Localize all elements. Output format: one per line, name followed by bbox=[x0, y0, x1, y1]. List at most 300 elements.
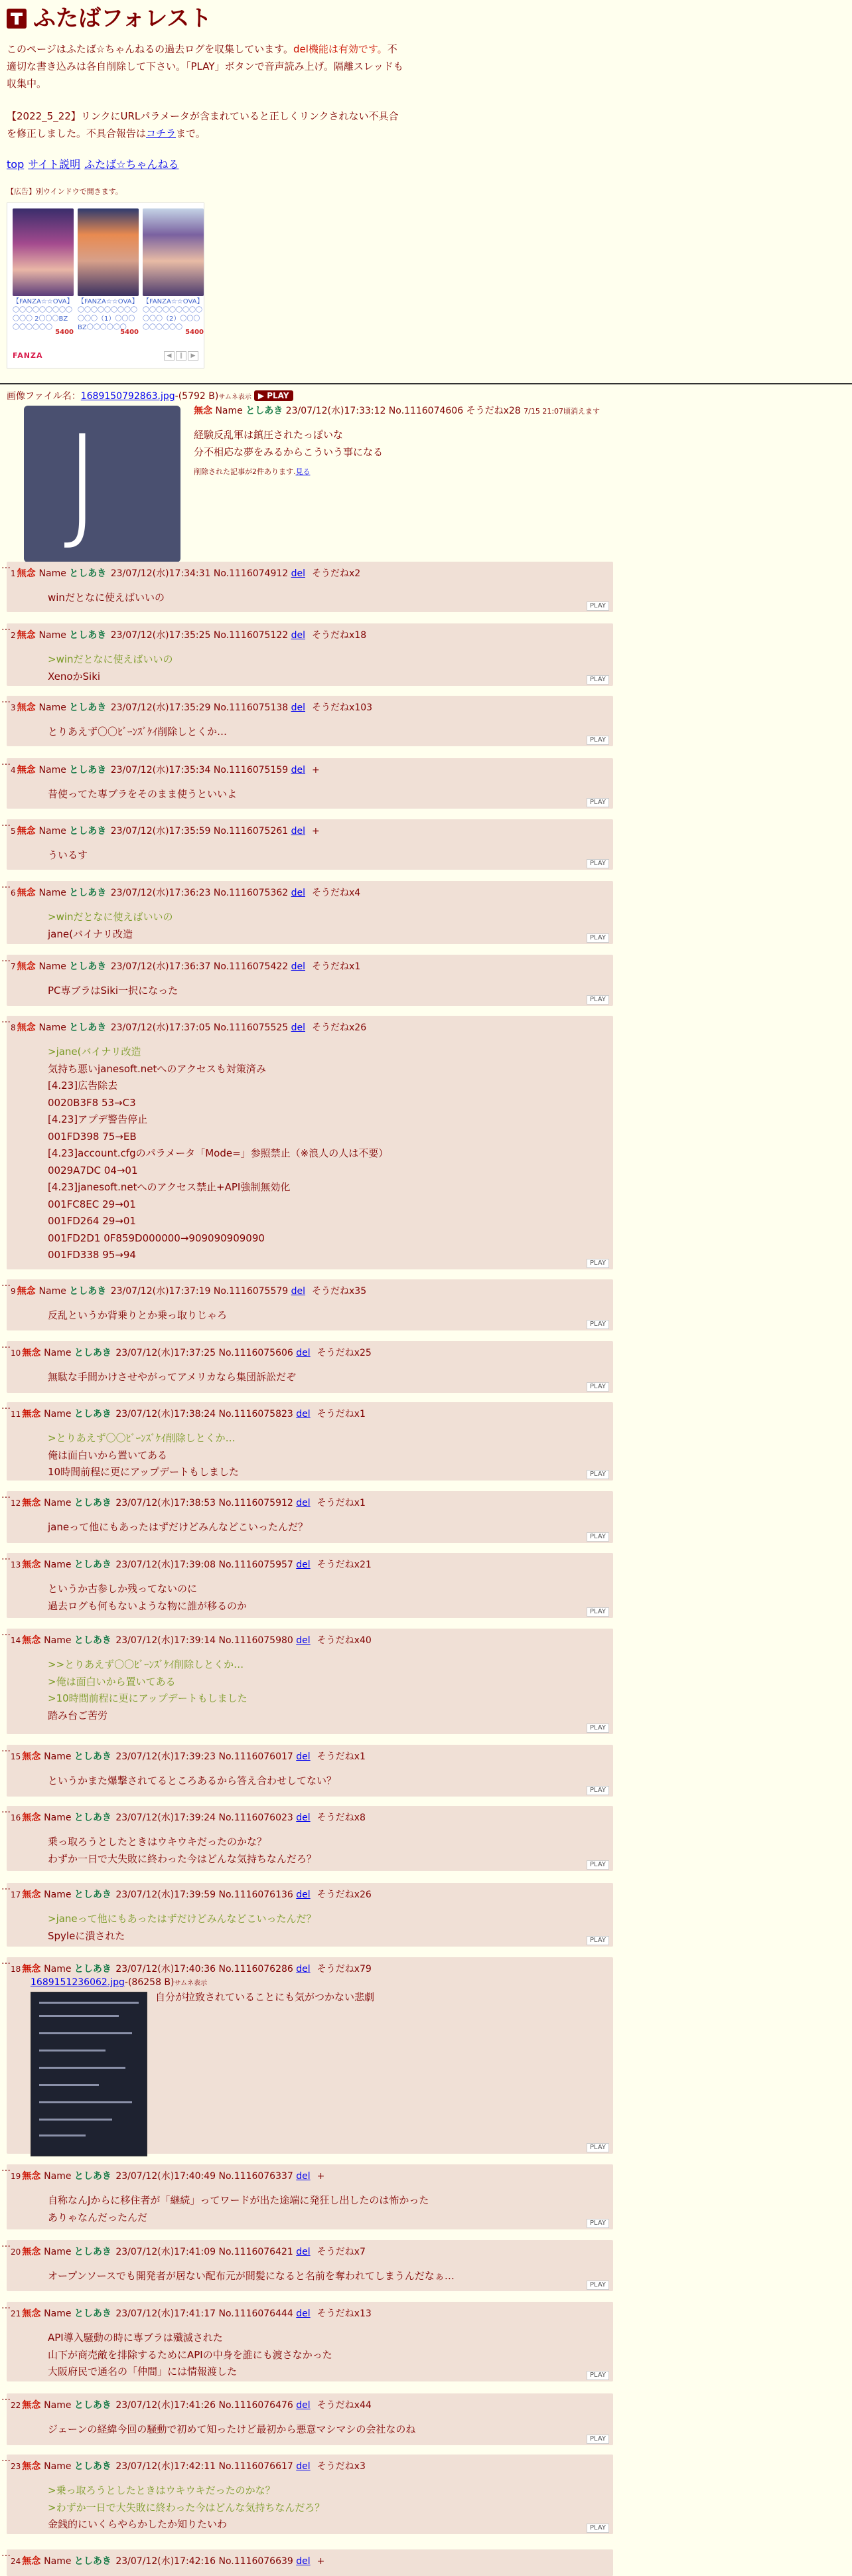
sodane-button[interactable]: + bbox=[312, 826, 320, 837]
del-link[interactable]: del bbox=[296, 2400, 311, 2411]
del-link[interactable]: del bbox=[296, 1560, 311, 1570]
sodane-button[interactable]: そうだねx1 bbox=[312, 961, 361, 972]
op-play-button[interactable]: ▶ PLAY bbox=[254, 390, 293, 401]
reply-dots: … bbox=[1, 622, 11, 633]
play-button[interactable]: PLAY bbox=[587, 1860, 609, 1870]
reply-line: というか古参しか残ってないのに bbox=[48, 1583, 198, 1595]
del-link[interactable]: del bbox=[291, 630, 306, 641]
sodane-button[interactable]: そうだねx40 bbox=[317, 1635, 372, 1646]
reply-subject: 無念 bbox=[22, 2556, 44, 2567]
reply-header bbox=[11, 629, 366, 642]
reply-dots: … bbox=[1, 880, 11, 890]
reply-number: 24 bbox=[11, 2557, 21, 2566]
reply-body bbox=[48, 1773, 336, 1790]
op-file-line: 画像ファイル名：1689150792863.jpg-(5792 B)サムネ表示 ▶ PLAY bbox=[7, 390, 845, 403]
reply-subject: 無念 bbox=[22, 1890, 44, 1900]
ad-banner[interactable] bbox=[7, 202, 204, 368]
play-button[interactable]: PLAY bbox=[587, 675, 609, 684]
reply-number: 22 bbox=[11, 2401, 21, 2410]
reply-quote-line: >とりあえず〇〇ﾋﾞｰﾝｽﾞｹｲ削除しとくか… bbox=[48, 1432, 236, 1444]
sodane-button[interactable]: そうだねx25 bbox=[317, 1348, 372, 1358]
reply-meta: 23/07/12(水)17:35:34 No.1116075159 bbox=[107, 765, 291, 775]
reply-dots: … bbox=[1, 2163, 11, 2174]
ad-card[interactable]: 【FANZA☆☆OVA】〇〇〇〇〇〇〇〇〇〇〇〇 2〇〇〇BZ〇〇〇〇〇〇 5400 bbox=[13, 208, 74, 338]
reply-dots: … bbox=[1, 818, 11, 829]
ad-prev-icon[interactable]: ◀ bbox=[164, 351, 175, 361]
play-button[interactable]: PLAY bbox=[587, 1936, 609, 1945]
reply-header bbox=[11, 1963, 372, 1976]
reply-body bbox=[48, 1519, 308, 1536]
reply-line: janeって他にもあったはずだけどみんなどこいったんだ？ bbox=[48, 1521, 308, 1533]
ad-card-image[interactable] bbox=[78, 208, 139, 296]
reply-dots: … bbox=[1, 757, 11, 767]
del-link[interactable]: del bbox=[291, 826, 306, 837]
reply-name: としあき bbox=[74, 2400, 111, 2411]
reply-body bbox=[48, 786, 237, 803]
reply-post bbox=[1, 1552, 613, 1618]
reply-name: としあき bbox=[74, 1890, 111, 1900]
reply-body bbox=[48, 2482, 324, 2534]
del-link[interactable]: del bbox=[296, 2308, 311, 2319]
play-button[interactable]: PLAY bbox=[587, 736, 609, 745]
play-button[interactable]: PLAY bbox=[587, 2371, 609, 2380]
reply-subject: 無念 bbox=[22, 1560, 44, 1570]
reply-meta: 23/07/12(水)17:35:59 No.1116075261 bbox=[107, 826, 291, 837]
play-button[interactable]: PLAY bbox=[587, 1607, 609, 1617]
reply-line: 過去ログも何もないような物に誰が移るのか bbox=[48, 1599, 248, 1612]
reply-meta: 23/07/12(水)17:40:36 No.1116076286 bbox=[112, 1964, 297, 1974]
reply-post bbox=[1, 757, 613, 809]
reply-header bbox=[11, 1021, 366, 1034]
reply-number: 9 bbox=[11, 1287, 16, 1296]
reply-subject: 無念 bbox=[22, 2461, 44, 2472]
reply-quote-line: >わずか一日で大失敗に終わった今はどんな気持ちなんだろ？ bbox=[48, 2501, 325, 2514]
reply-line: [4.23]アプデ警告停止 bbox=[48, 1113, 148, 1125]
del-link[interactable]: del bbox=[291, 1286, 306, 1297]
reply-header bbox=[11, 2307, 372, 2320]
play-button[interactable]: PLAY bbox=[587, 1786, 609, 1795]
reply-name-label: Name bbox=[44, 2400, 74, 2411]
reply-subject: 無念 bbox=[22, 2400, 44, 2411]
reply-line: 山下が商売敵を排除するためにAPIの中身を誰にも渡さなかった bbox=[48, 2348, 332, 2361]
reply-number: 10 bbox=[11, 1348, 21, 1358]
del-link[interactable]: del bbox=[296, 2171, 311, 2182]
reply-meta: 23/07/12(水)17:37:05 No.1116075525 bbox=[107, 1022, 291, 1033]
reply-header bbox=[11, 567, 360, 580]
reply-number: 20 bbox=[11, 2247, 21, 2257]
reply-header bbox=[11, 960, 360, 973]
reply-meta: 23/07/12(水)17:35:25 No.1116075122 bbox=[107, 630, 291, 641]
reply-line: 反乱というか背乗りとか乗っ取りじゃろ bbox=[48, 1309, 228, 1321]
thumb-text-line bbox=[39, 2084, 99, 2086]
reply-quote-line: >winだとなに使えばいいの bbox=[48, 911, 173, 923]
reply-dots: … bbox=[1, 1490, 11, 1500]
reply-post bbox=[1, 2239, 613, 2291]
reply-line: PC専ブラはSiki一択になった bbox=[48, 985, 178, 997]
play-button[interactable]: PLAY bbox=[587, 602, 609, 611]
reply-name: としあき bbox=[74, 1964, 111, 1974]
del-link[interactable]: del bbox=[291, 961, 306, 972]
reply-subject: 無念 bbox=[17, 961, 39, 972]
del-link[interactable]: del bbox=[296, 1348, 311, 1358]
reply-name-label: Name bbox=[44, 1751, 74, 1762]
reply-header bbox=[11, 2399, 372, 2412]
reply-body bbox=[48, 983, 178, 1000]
play-button[interactable]: PLAY bbox=[587, 1320, 609, 1329]
play-button[interactable]: PLAY bbox=[587, 2524, 609, 2533]
reply-header bbox=[11, 1346, 372, 1360]
play-button[interactable]: PLAY bbox=[587, 2219, 609, 2228]
reply-meta: 23/07/12(水)17:39:24 No.1116076023 bbox=[112, 1812, 297, 1823]
reply-body bbox=[48, 2421, 415, 2439]
reply-meta: 23/07/12(水)17:41:09 No.1116076421 bbox=[112, 2247, 297, 2257]
ad-pause-icon[interactable]: ‖ bbox=[176, 351, 186, 361]
play-button[interactable]: PLAY bbox=[587, 1470, 609, 1479]
sodane-button[interactable]: そうだねx103 bbox=[312, 702, 373, 713]
reply-line: 俺は面白いから置いてある bbox=[48, 1449, 168, 1461]
play-button[interactable]: PLAY bbox=[587, 933, 609, 943]
reply-body bbox=[48, 651, 173, 685]
ad-label: 【広告】別ウインドウで開きます。 bbox=[7, 187, 123, 197]
sodane-button[interactable]: そうだねx21 bbox=[317, 1560, 372, 1570]
play-button[interactable]: PLAY bbox=[587, 2143, 609, 2152]
del-link[interactable]: del bbox=[291, 568, 306, 579]
reply-name-label: Name bbox=[44, 1560, 74, 1570]
reply-body bbox=[48, 1430, 239, 1481]
reply-quote-line: >jane(バイナリ改造 bbox=[48, 1046, 141, 1058]
reply-number: 8 bbox=[11, 1023, 16, 1032]
del-link[interactable]: del bbox=[291, 1022, 306, 1033]
del-link[interactable]: del bbox=[296, 1812, 311, 1823]
reply-meta: 23/07/12(水)17:41:17 No.1116076444 bbox=[112, 2308, 297, 2319]
reply-number: 11 bbox=[11, 1409, 21, 1419]
sodane-button[interactable]: そうだねx18 bbox=[312, 630, 367, 641]
reply-line: 踏み台ご苦労 bbox=[48, 1709, 108, 1722]
sodane-button[interactable]: + bbox=[312, 765, 320, 775]
reply-line: Spyleに潰された bbox=[48, 1929, 125, 1942]
reply-header bbox=[11, 701, 372, 714]
reply-line: 0029A7DC 04→01 bbox=[48, 1164, 138, 1176]
ad-card-image[interactable] bbox=[13, 208, 74, 296]
op-header: 無念 Name としあき 23/07/12(水)17:33:12 No.1116074606 そうだねx28 7/15 21:07頃消えます bbox=[194, 406, 601, 417]
reply-number: 7 bbox=[11, 962, 16, 971]
play-button[interactable]: PLAY bbox=[587, 1724, 609, 1733]
reply-subject: 無念 bbox=[22, 1812, 44, 1823]
reply-name: としあき bbox=[74, 1498, 111, 1508]
reply-header bbox=[11, 1408, 366, 1421]
del-link[interactable]: del bbox=[296, 1635, 311, 1646]
reply-header bbox=[11, 825, 320, 838]
reply-name: としあき bbox=[74, 2247, 111, 2257]
op-file-link[interactable]: 1689150792863.jpg bbox=[80, 391, 175, 402]
reply-name: としあき bbox=[74, 1812, 111, 1823]
reply-quote-line: >10時間前程に更にアップデートもしました bbox=[48, 1692, 248, 1704]
play-button[interactable]: PLAY bbox=[587, 1259, 609, 1268]
sodane-button[interactable]: そうだねx26 bbox=[317, 1890, 372, 1900]
del-link[interactable]: del bbox=[296, 1751, 311, 1762]
reply-post bbox=[1, 2163, 613, 2229]
reply-name-label: Name bbox=[38, 702, 70, 713]
reply-name: としあき bbox=[69, 630, 107, 641]
reply-meta: 23/07/12(水)17:38:53 No.1116075912 bbox=[112, 1498, 297, 1508]
reply-meta: 23/07/12(水)17:34:31 No.1116074912 bbox=[107, 568, 291, 579]
sodane-button[interactable]: そうだねx4 bbox=[312, 888, 361, 898]
reply-dots: … bbox=[1, 2300, 11, 2311]
reply-post bbox=[1, 1014, 613, 1269]
reply-number: 14 bbox=[11, 1636, 21, 1645]
reply-number: 2 bbox=[11, 631, 16, 640]
thumb-text-line bbox=[39, 2002, 139, 2004]
reply-name: としあき bbox=[69, 826, 107, 837]
reply-number: 12 bbox=[11, 1498, 21, 1508]
reply-quote-line: >俺は面白いから置いてある bbox=[48, 1675, 176, 1688]
ad-card[interactable]: 【FANZA☆☆OVA】〇〇〇〇〇〇〇〇〇〇〇〇（1）〇〇〇BZ〇〇〇〇〇〇 5400 bbox=[78, 208, 139, 338]
reply-subject: 無念 bbox=[22, 1964, 44, 1974]
del-link[interactable]: del bbox=[296, 2461, 311, 2472]
thumb-text-line bbox=[39, 2067, 125, 2069]
sodane-button[interactable]: そうだねx8 bbox=[317, 1812, 366, 1823]
reply-name: としあき bbox=[74, 1560, 111, 1570]
reply-post bbox=[1, 880, 613, 944]
reply-line: 自分が拉致されていることにも気がつかない悲劇 bbox=[155, 1991, 375, 2003]
reply-number: 13 bbox=[11, 1560, 21, 1570]
sodane-button[interactable]: そうだねx35 bbox=[312, 1286, 367, 1297]
reply-subject: 無念 bbox=[17, 568, 39, 579]
reply-name-label: Name bbox=[44, 2461, 74, 2472]
reply-meta: 23/07/12(水)17:38:24 No.1116075823 bbox=[112, 1409, 297, 1419]
reply-line: 001FD338 95→94 bbox=[48, 1249, 136, 1261]
reply-name: としあき bbox=[69, 568, 107, 579]
reply-name-label: Name bbox=[38, 826, 70, 837]
sodane-button[interactable]: そうだねx1 bbox=[317, 1498, 366, 1508]
reply-name: としあき bbox=[74, 1348, 111, 1358]
reply-meta: 23/07/12(水)17:39:59 No.1116076136 bbox=[112, 1890, 297, 1900]
reply-header bbox=[11, 1888, 372, 1901]
reply-dots: … bbox=[1, 1401, 11, 1411]
play-button[interactable]: PLAY bbox=[587, 2281, 609, 2290]
play-button[interactable]: PLAY bbox=[587, 859, 609, 868]
del-link[interactable]: del bbox=[296, 1409, 311, 1419]
reply-header bbox=[11, 886, 360, 900]
reply-quote-line: >janeって他にもあったはずだけどみんなどこいったんだ？ bbox=[48, 1913, 317, 1925]
reply-number: 17 bbox=[11, 1890, 21, 1899]
reply-quote-line: >乗っ取ろうとしたときはウキウキだったのかな？ bbox=[48, 2484, 275, 2496]
reply-number: 18 bbox=[11, 1965, 21, 1974]
reply-body bbox=[48, 1656, 248, 1724]
reply-subject: 無念 bbox=[22, 1348, 44, 1358]
reply-dots: … bbox=[1, 1552, 11, 1562]
play-button[interactable]: PLAY bbox=[587, 798, 609, 807]
reply-header bbox=[11, 2555, 324, 2568]
reply-line: jane(バイナリ改造 bbox=[48, 927, 133, 940]
sodane-button[interactable]: + bbox=[317, 2171, 325, 2182]
reply-number: 4 bbox=[11, 765, 16, 775]
reply-meta: 23/07/12(水)17:42:11 No.1116076617 bbox=[112, 2461, 297, 2472]
reply-quote-line: >>とりあえず〇〇ﾋﾞｰﾝｽﾞｹｲ削除しとくか… bbox=[48, 1658, 244, 1670]
del-link[interactable]: del bbox=[296, 1964, 311, 1974]
reply-name-label: Name bbox=[44, 1635, 74, 1646]
fanza-logo[interactable]: FANZA bbox=[13, 351, 43, 361]
reply-subject: 無念 bbox=[22, 2308, 44, 2319]
reply-header bbox=[11, 1285, 366, 1298]
reply-line: API導入騒動の時に専ブラは殲滅された bbox=[48, 2332, 223, 2344]
reply-body bbox=[48, 909, 173, 943]
play-button[interactable]: PLAY bbox=[587, 1532, 609, 1542]
reply-post bbox=[1, 2392, 613, 2445]
reply-line: 大阪府民で通名の「仲間」には情報渡した bbox=[48, 2366, 238, 2377]
reply-name-label: Name bbox=[44, 2171, 74, 2182]
reply-meta: 23/07/12(水)17:41:26 No.1116076476 bbox=[112, 2400, 297, 2411]
reply-line: とりあえず〇〇ﾋﾞｰﾝｽﾞｹｲ削除しとくか… bbox=[48, 726, 228, 738]
reply-post bbox=[1, 2300, 613, 2381]
show-deleted-link[interactable]: 見る bbox=[295, 467, 311, 477]
intro-text: このページはふたば☆ちゃんねるの過去ログを収集しています。del機能は有効です。不適切な書き込みは各自削除して下さい。「PLAY」ボタンで音声読み上げ。隔離スレッドも収集中。 bbox=[7, 42, 403, 90]
sodane-button[interactable]: そうだねx2 bbox=[312, 568, 361, 579]
sodane-button[interactable]: そうだねx3 bbox=[317, 2461, 366, 2472]
play-button[interactable]: PLAY bbox=[587, 2435, 609, 2444]
reply-subject: 無念 bbox=[22, 1635, 44, 1646]
reply-dots: … bbox=[1, 2239, 11, 2249]
reply-name: としあき bbox=[69, 765, 107, 775]
reply-meta: 23/07/12(水)17:39:23 No.1116076017 bbox=[112, 1751, 297, 1762]
reply-body bbox=[48, 1307, 227, 1325]
reply-name: としあき bbox=[74, 2308, 111, 2319]
play-button[interactable]: PLAY bbox=[587, 1382, 609, 1392]
reply-subject: 無念 bbox=[17, 765, 39, 775]
reply-file-link[interactable]: 1689151236062.jpg bbox=[31, 1977, 125, 1988]
del-link[interactable]: del bbox=[296, 1890, 311, 1900]
reply-header bbox=[11, 764, 320, 777]
sodane-button[interactable]: そうだねx44 bbox=[317, 2400, 372, 2411]
reply-line: わずか一日で大失敗に終わった今はどんな気持ちなんだろ？ bbox=[48, 1852, 317, 1865]
sodane-button[interactable]: そうだねx1 bbox=[317, 1751, 366, 1762]
reply-line: 自称なんJからに移住者が「継続」ってワードが出た途端に発狂し出したのは怖かった bbox=[48, 2194, 429, 2206]
reply-name-label: Name bbox=[38, 1022, 70, 1033]
del-link[interactable]: del bbox=[291, 888, 306, 898]
reply-line: 乗っ取ろうとしたときはウキウキだったのかな？ bbox=[48, 1836, 267, 1848]
reply-number: 21 bbox=[11, 2309, 21, 2318]
reply-meta: 23/07/12(水)17:40:49 No.1116076337 bbox=[112, 2171, 297, 2182]
reply-dots: … bbox=[1, 694, 11, 705]
reply-post bbox=[1, 1627, 613, 1734]
sodane-button[interactable]: そうだねx79 bbox=[317, 1964, 372, 1974]
ad-card[interactable]: 【FANZA☆☆OVA】〇〇〇〇〇〇〇〇〇〇〇〇（2）〇〇〇〇〇〇〇〇〇 5400 bbox=[143, 208, 204, 338]
reply-post bbox=[1, 694, 613, 746]
reply-line: 001FD2D1 0F859D000000→909090909090 bbox=[48, 1232, 265, 1244]
reply-name: としあき bbox=[69, 702, 107, 713]
nav-about-link[interactable]: サイト説明 bbox=[28, 158, 81, 171]
reply-meta: 23/07/12(水)17:39:08 No.1116075957 bbox=[112, 1560, 297, 1570]
reply-header bbox=[11, 2460, 366, 2473]
reply-post bbox=[1, 953, 613, 1006]
reply-dots: … bbox=[1, 2548, 11, 2559]
sodane-button[interactable]: + bbox=[317, 2556, 325, 2567]
reply-number: 19 bbox=[11, 2172, 21, 2181]
thumb-note: サムネ表示 bbox=[174, 1980, 207, 1987]
reply-dots: … bbox=[1, 560, 11, 571]
op-deleted-note: 削除された記事が2件あります.見る bbox=[194, 467, 311, 477]
reply-header bbox=[11, 2170, 324, 2183]
sodane-button[interactable]: そうだねx7 bbox=[317, 2247, 366, 2257]
reply-body bbox=[48, 2192, 429, 2226]
nav-futaba-link[interactable]: ふたば☆ちゃんねる bbox=[84, 158, 179, 171]
reply-name: としあき bbox=[69, 961, 107, 972]
reply-header bbox=[11, 1750, 366, 1763]
report-link[interactable]: コチラ bbox=[146, 127, 177, 139]
thumb-text-line bbox=[39, 2050, 106, 2052]
reply-name-label: Name bbox=[38, 961, 70, 972]
play-button[interactable]: PLAY bbox=[587, 995, 609, 1005]
reply-line: ジェーンの経緯今回の騒動で初めて知ったけど最初から悪意マシマシの会社なのね bbox=[48, 2423, 416, 2435]
reply-dots: … bbox=[1, 953, 11, 964]
del-link[interactable]: del bbox=[291, 702, 306, 713]
reply-thumbnail[interactable] bbox=[31, 1992, 147, 2156]
reply-header bbox=[11, 1811, 366, 1824]
reply-meta: 23/07/12(水)17:37:25 No.1116075606 bbox=[112, 1348, 297, 1358]
del-link[interactable]: del bbox=[296, 2247, 311, 2257]
reply-body bbox=[48, 724, 227, 741]
reply-body bbox=[48, 2268, 455, 2285]
sodane-button[interactable]: そうだねx26 bbox=[312, 1022, 367, 1033]
reply-subject: 無念 bbox=[17, 888, 39, 898]
reply-dots: … bbox=[1, 1278, 11, 1289]
del-link[interactable]: del bbox=[291, 765, 306, 775]
reply-line: [4.23]janesoft.netへのアクセス禁止+API強制無効化 bbox=[48, 1181, 291, 1193]
reply-name-label: Name bbox=[44, 2308, 74, 2319]
del-link[interactable]: del bbox=[296, 2556, 311, 2567]
reply-body bbox=[48, 1369, 296, 1386]
reply-header bbox=[11, 1558, 372, 1571]
reply-number: 1 bbox=[11, 569, 16, 578]
thumb-text-line bbox=[39, 2101, 132, 2103]
reply-post bbox=[1, 1956, 613, 2154]
ad-card-image[interactable] bbox=[143, 208, 204, 296]
reply-quote-line: >winだとなに使えばいいの bbox=[48, 653, 173, 665]
thumb-text-line bbox=[39, 2015, 119, 2017]
reply-post bbox=[1, 1490, 613, 1543]
reply-dots: … bbox=[1, 1743, 11, 1754]
del-link[interactable]: del bbox=[296, 1498, 311, 1508]
reply-body bbox=[48, 1911, 317, 1945]
reply-subject: 無念 bbox=[22, 2247, 44, 2257]
reply-line: XenoかSiki bbox=[48, 670, 101, 683]
op-thumbnail[interactable]: J bbox=[24, 406, 180, 562]
reply-name-label: Name bbox=[44, 2556, 74, 2567]
reply-post bbox=[1, 818, 613, 870]
reply-name-label: Name bbox=[38, 630, 70, 641]
reply-name-label: Name bbox=[38, 765, 70, 775]
reply-subject: 無念 bbox=[17, 702, 39, 713]
reply-subject: 無念 bbox=[22, 1751, 44, 1762]
sodane-button[interactable]: そうだねx1 bbox=[317, 1409, 366, 1419]
reply-name: としあき bbox=[74, 2556, 111, 2567]
reply-name-label: Name bbox=[44, 1348, 74, 1358]
thumb-text-line bbox=[39, 2032, 132, 2034]
reply-line: 無駄な手間かけさせやがってアメリカなら集団訴訟だぞ bbox=[48, 1371, 296, 1383]
nav-top-link[interactable]: top bbox=[7, 158, 25, 171]
reply-name-label: Name bbox=[38, 568, 70, 579]
reply-dots: … bbox=[1, 1882, 11, 1892]
reply-line: 金銭的にいくらやらかしたか知りたいわ bbox=[48, 2518, 228, 2530]
sodane-button[interactable]: そうだねx13 bbox=[317, 2308, 372, 2319]
reply-post bbox=[1, 1743, 613, 1797]
ad-next-icon[interactable]: ▶ bbox=[188, 351, 198, 361]
reply-name-label: Name bbox=[38, 1286, 70, 1297]
nav-links bbox=[7, 157, 845, 172]
notice-text: 【2022_5_22】リンクにURLパラメータが含まれていると正しくリンクされない不具合を修正しました。不具合報告はコチラまで。 bbox=[7, 110, 399, 139]
reply-line: というかまた爆撃されてるところあるから答え合わせしてない？ bbox=[48, 1775, 337, 1787]
op-sodane[interactable]: そうだねx28 bbox=[466, 406, 521, 417]
